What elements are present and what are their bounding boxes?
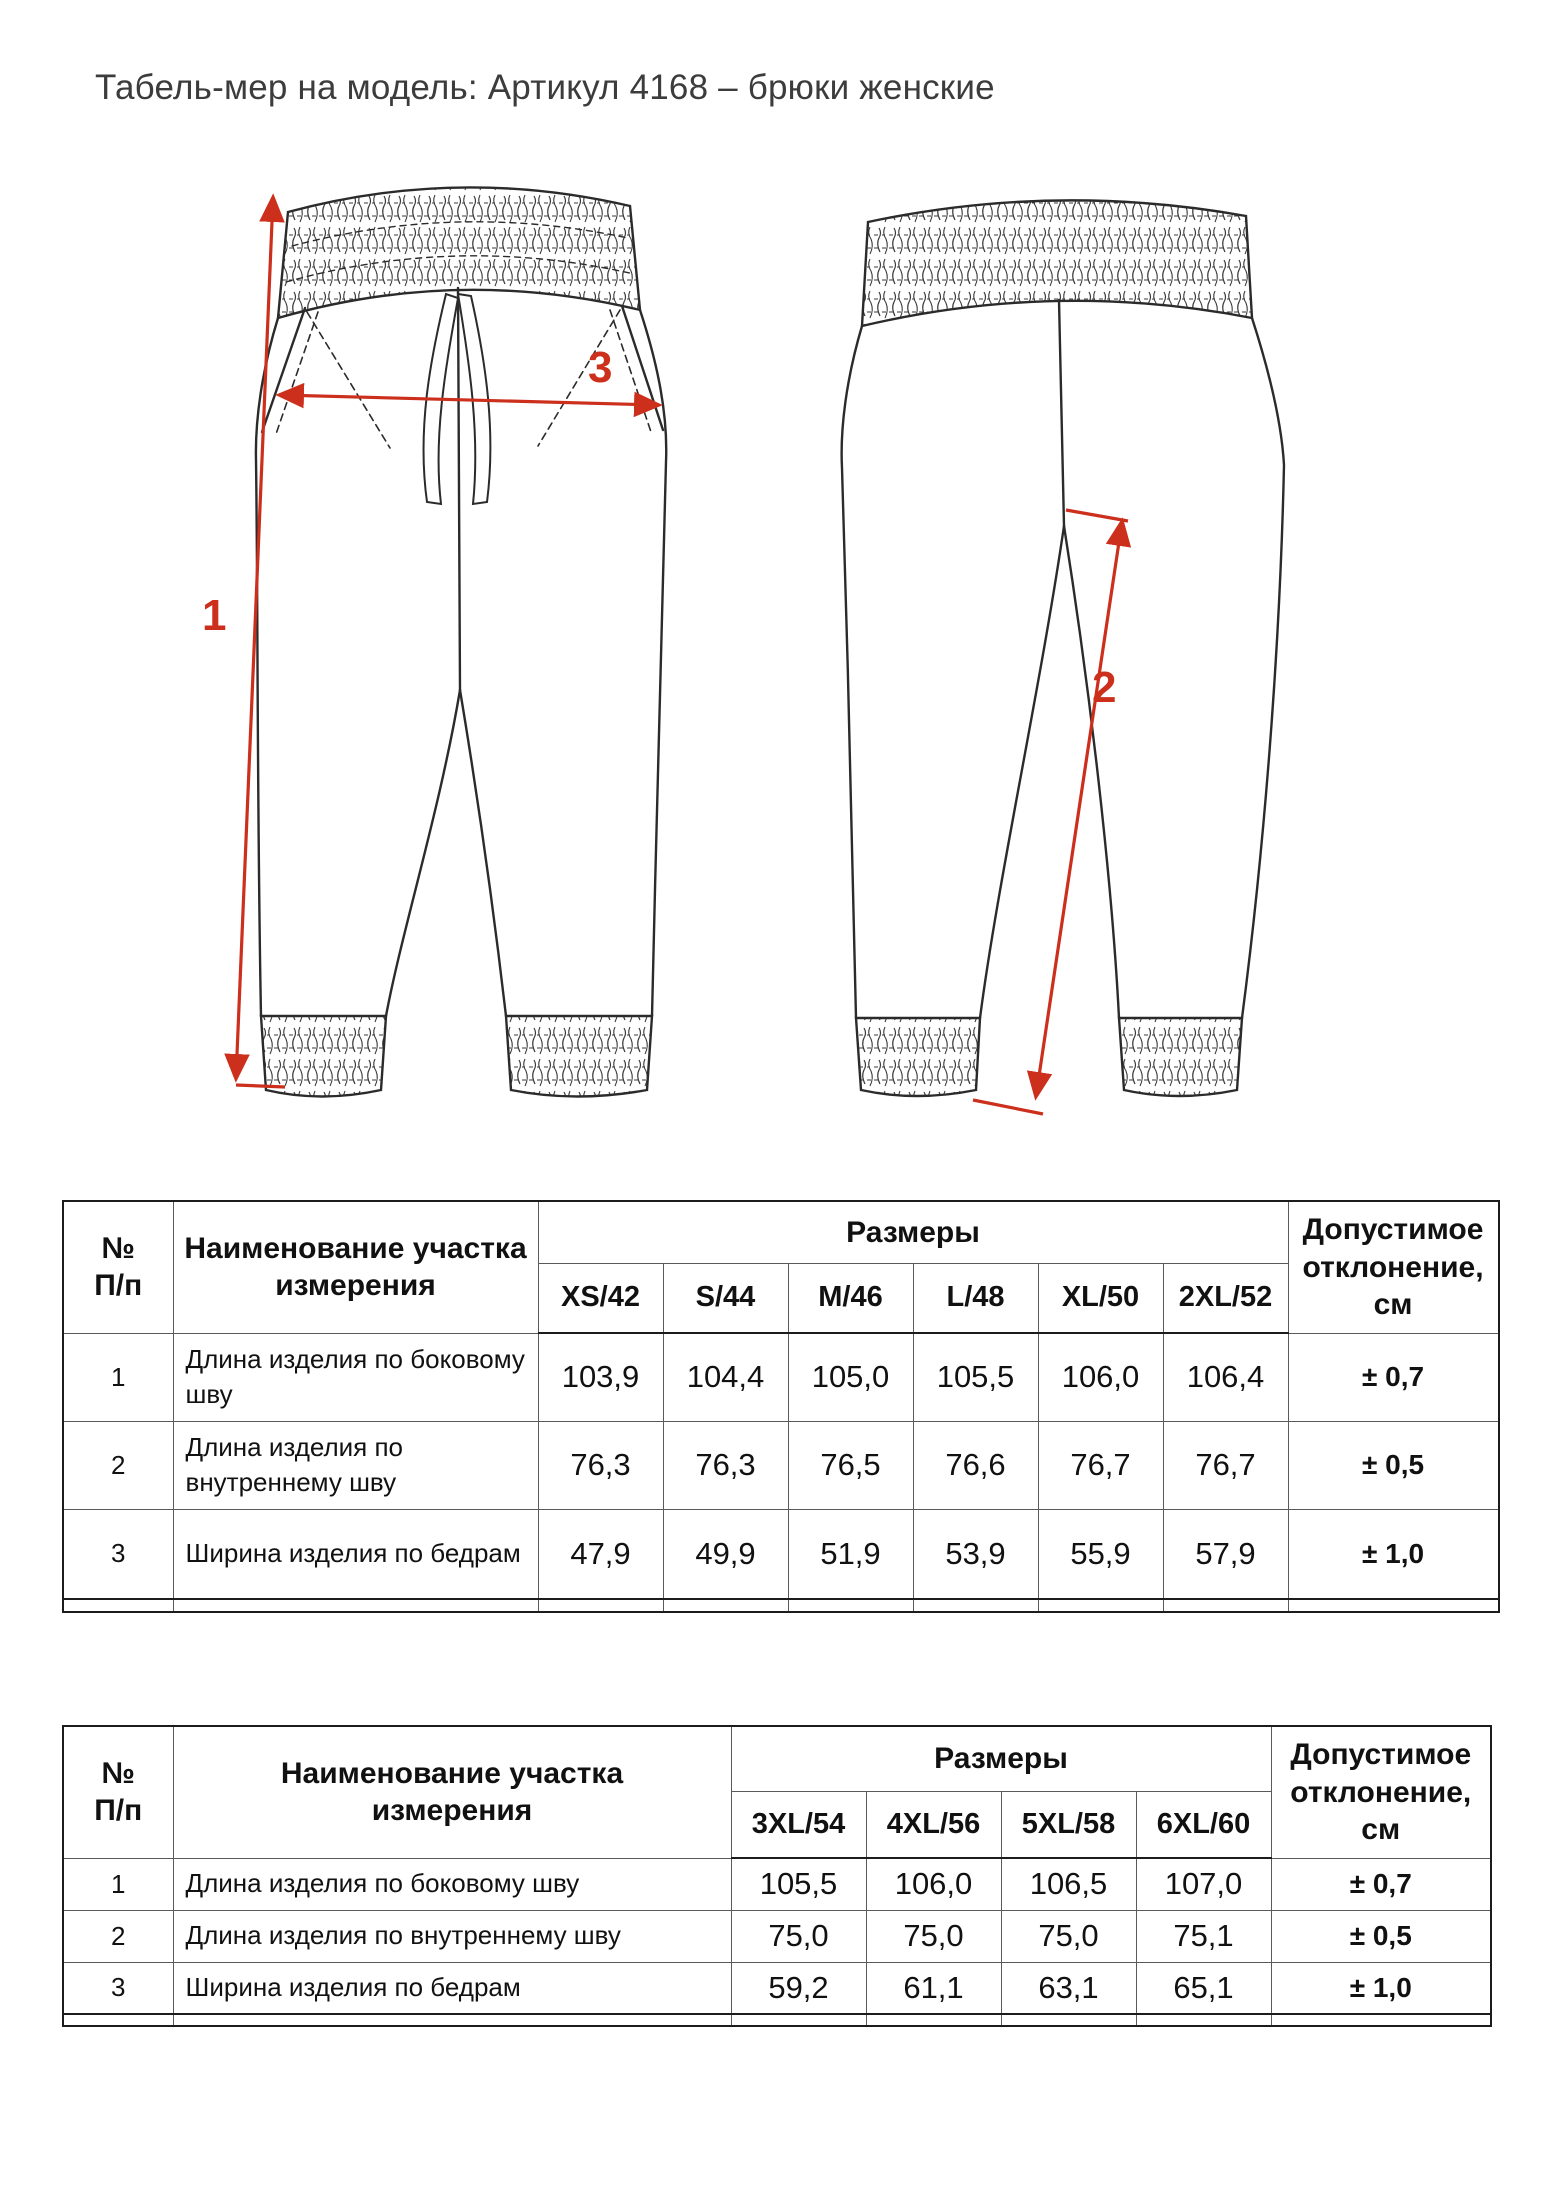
col-header-tolerance: Допустимое отклонение, см <box>1271 1726 1491 1858</box>
size-header: L/48 <box>913 1263 1038 1333</box>
measurement-value: 105,5 <box>731 1858 866 1910</box>
measurement-value: 49,9 <box>663 1509 788 1599</box>
page-title: Табель-мер на модель: Артикул 4168 – брюки женские <box>95 68 995 107</box>
empty-stub-row <box>63 1599 1499 1612</box>
measurement-value: 76,5 <box>788 1421 913 1509</box>
measurement-value: 107,0 <box>1136 1858 1271 1910</box>
measurement-value: 59,2 <box>731 1962 866 2014</box>
table-row <box>63 1910 1491 1962</box>
measurement-value: 76,7 <box>1038 1421 1163 1509</box>
measurement-value: 75,0 <box>866 1910 1001 1962</box>
col-header-tolerance: Допустимое отклонение, см <box>1288 1201 1499 1333</box>
trousers-technical-drawing <box>140 130 1340 1140</box>
measurement-value: 106,0 <box>866 1858 1001 1910</box>
measurement-value: 106,0 <box>1038 1333 1163 1421</box>
table-row <box>63 1509 1499 1599</box>
measure-label-2: 2 <box>1092 663 1117 712</box>
size-header: 5XL/58 <box>1001 1791 1136 1858</box>
col-header-name: Наименование участка измерения <box>173 1726 731 1858</box>
size-header: XS/42 <box>538 1263 663 1333</box>
row-number: 3 <box>63 1962 173 2014</box>
tolerance-value: ± 0,7 <box>1288 1333 1499 1421</box>
tolerance-value: ± 1,0 <box>1271 1962 1491 2014</box>
measurement-value: 106,4 <box>1163 1333 1288 1421</box>
col-header-number: № П/п <box>63 1201 173 1333</box>
col-header-sizes: Размеры <box>731 1726 1271 1791</box>
measurement-name: Ширина изделия по бедрам <box>173 1509 538 1599</box>
tolerance-value: ± 0,5 <box>1288 1421 1499 1509</box>
table-row <box>63 1858 1491 1910</box>
row-number: 2 <box>63 1910 173 1962</box>
measurement-value: 76,3 <box>663 1421 788 1509</box>
measurement-value: 53,9 <box>913 1509 1038 1599</box>
size-header: XL/50 <box>1038 1263 1163 1333</box>
measurement-value: 61,1 <box>866 1962 1001 2014</box>
size-header: 2XL/52 <box>1163 1263 1288 1333</box>
measurement-name: Длина изделия по боковому шву <box>173 1858 731 1910</box>
row-number: 1 <box>63 1858 173 1910</box>
row-number: 2 <box>63 1421 173 1509</box>
col-header-sizes: Размеры <box>538 1201 1288 1263</box>
measure-labels <box>202 343 1116 712</box>
measurement-value: 76,7 <box>1163 1421 1288 1509</box>
measurement-value: 105,5 <box>913 1333 1038 1421</box>
size-header: 4XL/56 <box>866 1791 1001 1858</box>
measurement-value: 47,9 <box>538 1509 663 1599</box>
size-header: M/46 <box>788 1263 913 1333</box>
measurement-value: 63,1 <box>1001 1962 1136 2014</box>
empty-stub-row <box>63 2014 1491 2026</box>
size-header: 6XL/60 <box>1136 1791 1271 1858</box>
tolerance-value: ± 1,0 <box>1288 1509 1499 1599</box>
measurement-value: 105,0 <box>788 1333 913 1421</box>
measurement-value: 75,1 <box>1136 1910 1271 1962</box>
measurement-value: 51,9 <box>788 1509 913 1599</box>
measurement-name: Длина изделия по боковому шву <box>173 1333 538 1421</box>
measurement-value: 65,1 <box>1136 1962 1271 2014</box>
tolerance-value: ± 0,5 <box>1271 1910 1491 1962</box>
measure-label-3: 3 <box>588 343 613 392</box>
measurement-name: Ширина изделия по бедрам <box>173 1962 731 2014</box>
measurement-value: 106,5 <box>1001 1858 1136 1910</box>
measurement-value: 103,9 <box>538 1333 663 1421</box>
front-view-drawing <box>256 187 666 1096</box>
size-header: 3XL/54 <box>731 1791 866 1858</box>
measurement-value: 76,6 <box>913 1421 1038 1509</box>
measurement-value: 104,4 <box>663 1333 788 1421</box>
measurement-value: 75,0 <box>1001 1910 1136 1962</box>
measurement-name: Длина изделия по внутреннему шву <box>173 1421 538 1509</box>
size-header: S/44 <box>663 1263 788 1333</box>
measure-label-1: 1 <box>202 591 227 640</box>
col-header-name: Наименование участка измерения <box>173 1201 538 1333</box>
measurement-value: 76,3 <box>538 1421 663 1509</box>
back-view-drawing <box>842 200 1284 1096</box>
measurement-value: 57,9 <box>1163 1509 1288 1599</box>
table-row <box>63 1962 1491 2014</box>
table-row <box>63 1333 1499 1421</box>
tolerance-value: ± 0,7 <box>1271 1858 1491 1910</box>
row-number: 1 <box>63 1333 173 1421</box>
col-header-number: № П/п <box>63 1726 173 1858</box>
measure-arrows <box>236 198 1128 1114</box>
size-table-xs-2xl <box>62 1200 1500 1613</box>
size-table-3xl-6xl <box>62 1725 1492 2027</box>
table-row <box>63 1421 1499 1509</box>
measurement-value: 75,0 <box>731 1910 866 1962</box>
row-number: 3 <box>63 1509 173 1599</box>
measurement-value: 55,9 <box>1038 1509 1163 1599</box>
measurement-name: Длина изделия по внутреннему шву <box>173 1910 731 1962</box>
